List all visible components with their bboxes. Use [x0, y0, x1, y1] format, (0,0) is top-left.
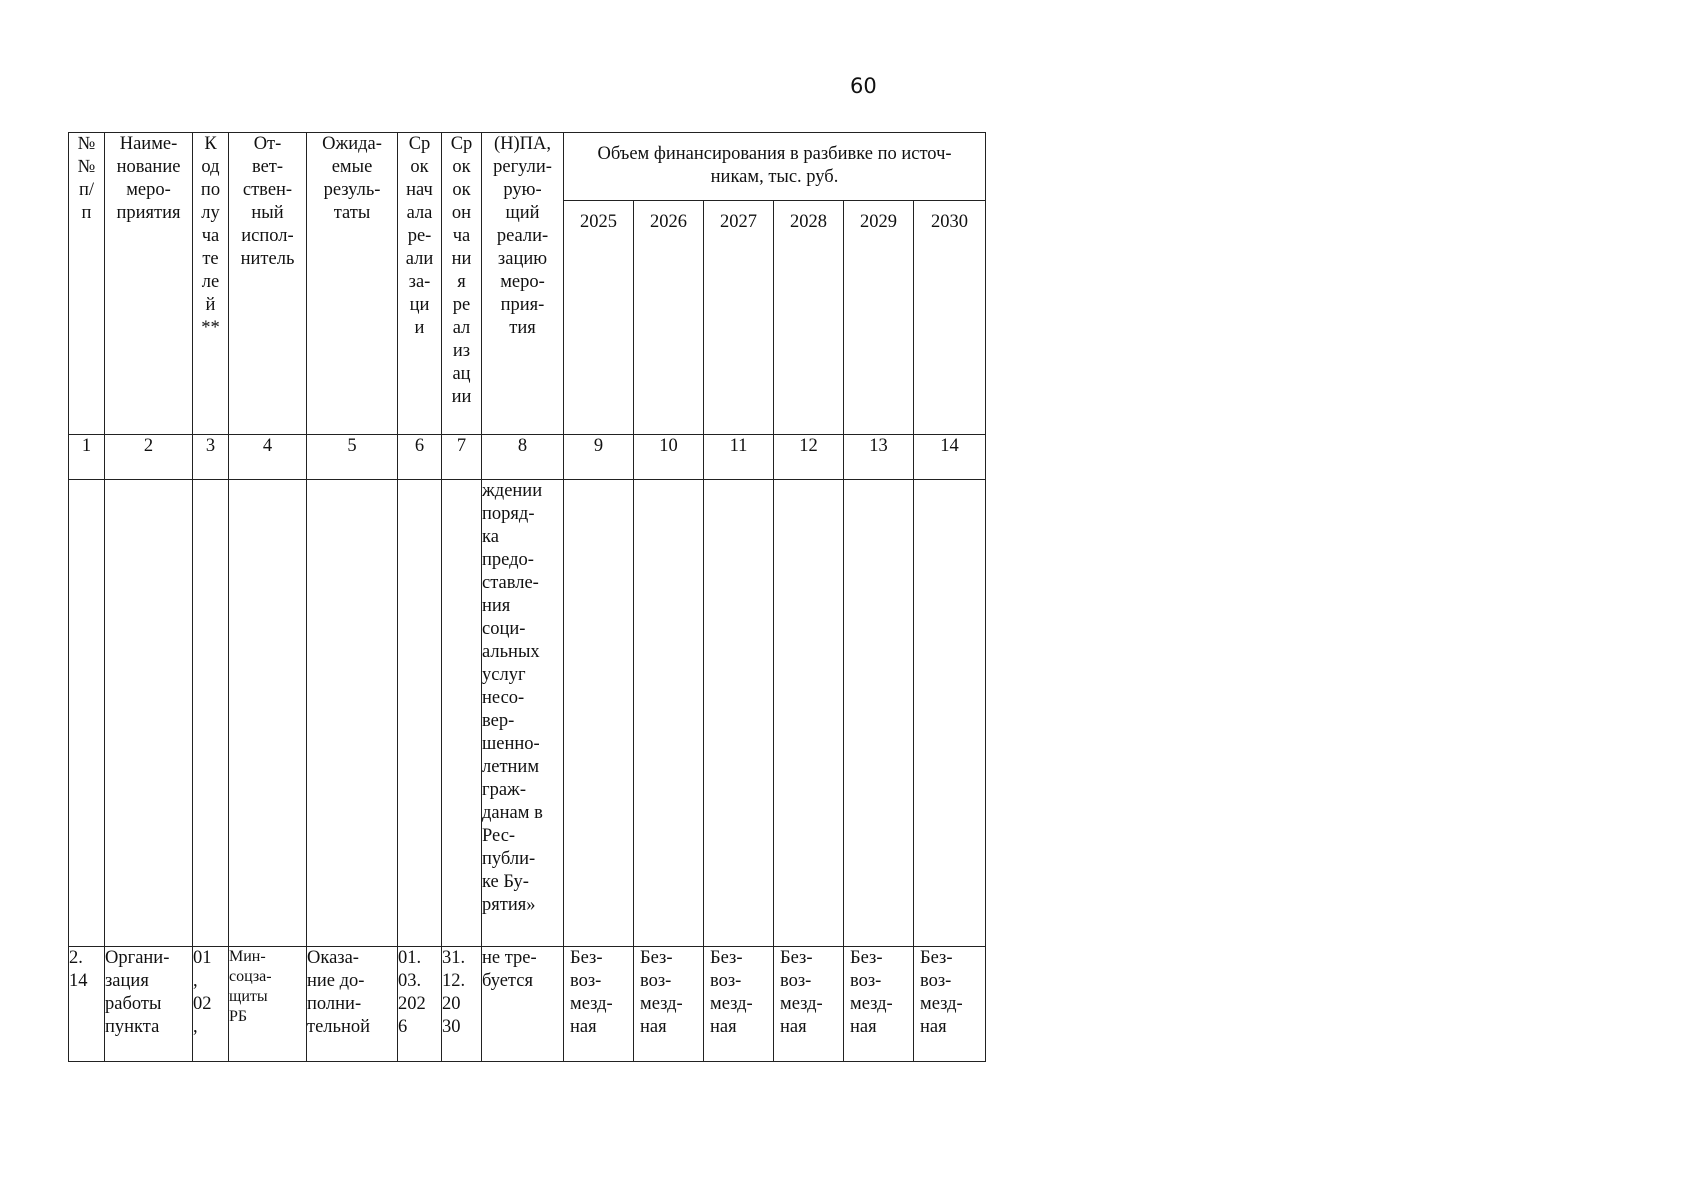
header-executor: От- вет- ствен- ный испол- нитель [229, 133, 307, 435]
column-number: 10 [634, 435, 704, 480]
empty-cell [442, 480, 482, 947]
row-code: 01 , 02 , [193, 947, 229, 1062]
row-start-date: 01. 03. 202 6 [398, 947, 442, 1062]
row-number: 2. 14 [69, 947, 105, 1062]
empty-cell [704, 480, 774, 947]
row-funding-2026: Без- воз- мезд- ная [634, 947, 704, 1062]
column-number: 13 [844, 435, 914, 480]
empty-cell [105, 480, 193, 947]
continuation-row [69, 480, 986, 947]
column-number: 14 [914, 435, 986, 480]
row-result: Оказа- ние до- полни- тельной [307, 947, 398, 1062]
row-funding-2025: Без- воз- мезд- ная [564, 947, 634, 1062]
column-number: 11 [704, 435, 774, 480]
column-numbers-row [69, 435, 986, 480]
header-year-2030: 2030 [914, 201, 986, 435]
empty-cell [844, 480, 914, 947]
page-number: 60 [850, 74, 877, 98]
row-executor: Мин- соцза- щиты РБ [229, 947, 307, 1062]
header-recipient-code: К од по лу ча те ле й ** [193, 133, 229, 435]
financing-table [68, 132, 986, 1062]
row-end-date: 31. 12. 20 30 [442, 947, 482, 1062]
row-funding-2028: Без- воз- мезд- ная [774, 947, 844, 1062]
header-number: № № п/ п [69, 133, 105, 435]
column-number: 3 [193, 435, 229, 480]
header-year-2026: 2026 [634, 201, 704, 435]
table-row [69, 947, 986, 1062]
column-number: 9 [564, 435, 634, 480]
npa-continuation: ждении поряд- ка предо- ставле- ния соци- альных услуг несо- вер- шенно- летним граж- данам в Рес- публи- ке Бу- рятия» [482, 480, 564, 947]
header-year-2028: 2028 [774, 201, 844, 435]
header-start-date: Ср ок нач ала ре- али за- ци и [398, 133, 442, 435]
row-funding-2027: Без- воз- мезд- ная [704, 947, 774, 1062]
empty-cell [307, 480, 398, 947]
empty-cell [774, 480, 844, 947]
empty-cell [564, 480, 634, 947]
header-year-2025: 2025 [564, 201, 634, 435]
row-funding-2029: Без- воз- мезд- ная [844, 947, 914, 1062]
empty-cell [634, 480, 704, 947]
empty-cell [193, 480, 229, 947]
header-year-2027: 2027 [704, 201, 774, 435]
column-number: 8 [482, 435, 564, 480]
empty-cell [398, 480, 442, 947]
header-row [69, 133, 986, 201]
column-number: 12 [774, 435, 844, 480]
empty-cell [69, 480, 105, 947]
header-year-2029: 2029 [844, 201, 914, 435]
header-end-date: Ср ок ок он ча ни я ре ал из ац ии [442, 133, 482, 435]
row-npa: не тре- буется [482, 947, 564, 1062]
column-number: 5 [307, 435, 398, 480]
empty-cell [229, 480, 307, 947]
column-number: 7 [442, 435, 482, 480]
column-number: 6 [398, 435, 442, 480]
header-funding: Объем финансирования в разбивке по источ- никам, тыс. руб. [564, 133, 986, 201]
column-number: 4 [229, 435, 307, 480]
column-number: 2 [105, 435, 193, 480]
row-name: Органи- зация работы пункта [105, 947, 193, 1062]
header-name: Наиме- нование меро- приятия [105, 133, 193, 435]
header-npa: (Н)ПА, регули- рую- щий реали- зацию меро- прия- тия [482, 133, 564, 435]
row-funding-2030: Без- воз- мезд- ная [914, 947, 986, 1062]
empty-cell [914, 480, 986, 947]
column-number: 1 [69, 435, 105, 480]
header-expected-results: Ожида- емые резуль- таты [307, 133, 398, 435]
